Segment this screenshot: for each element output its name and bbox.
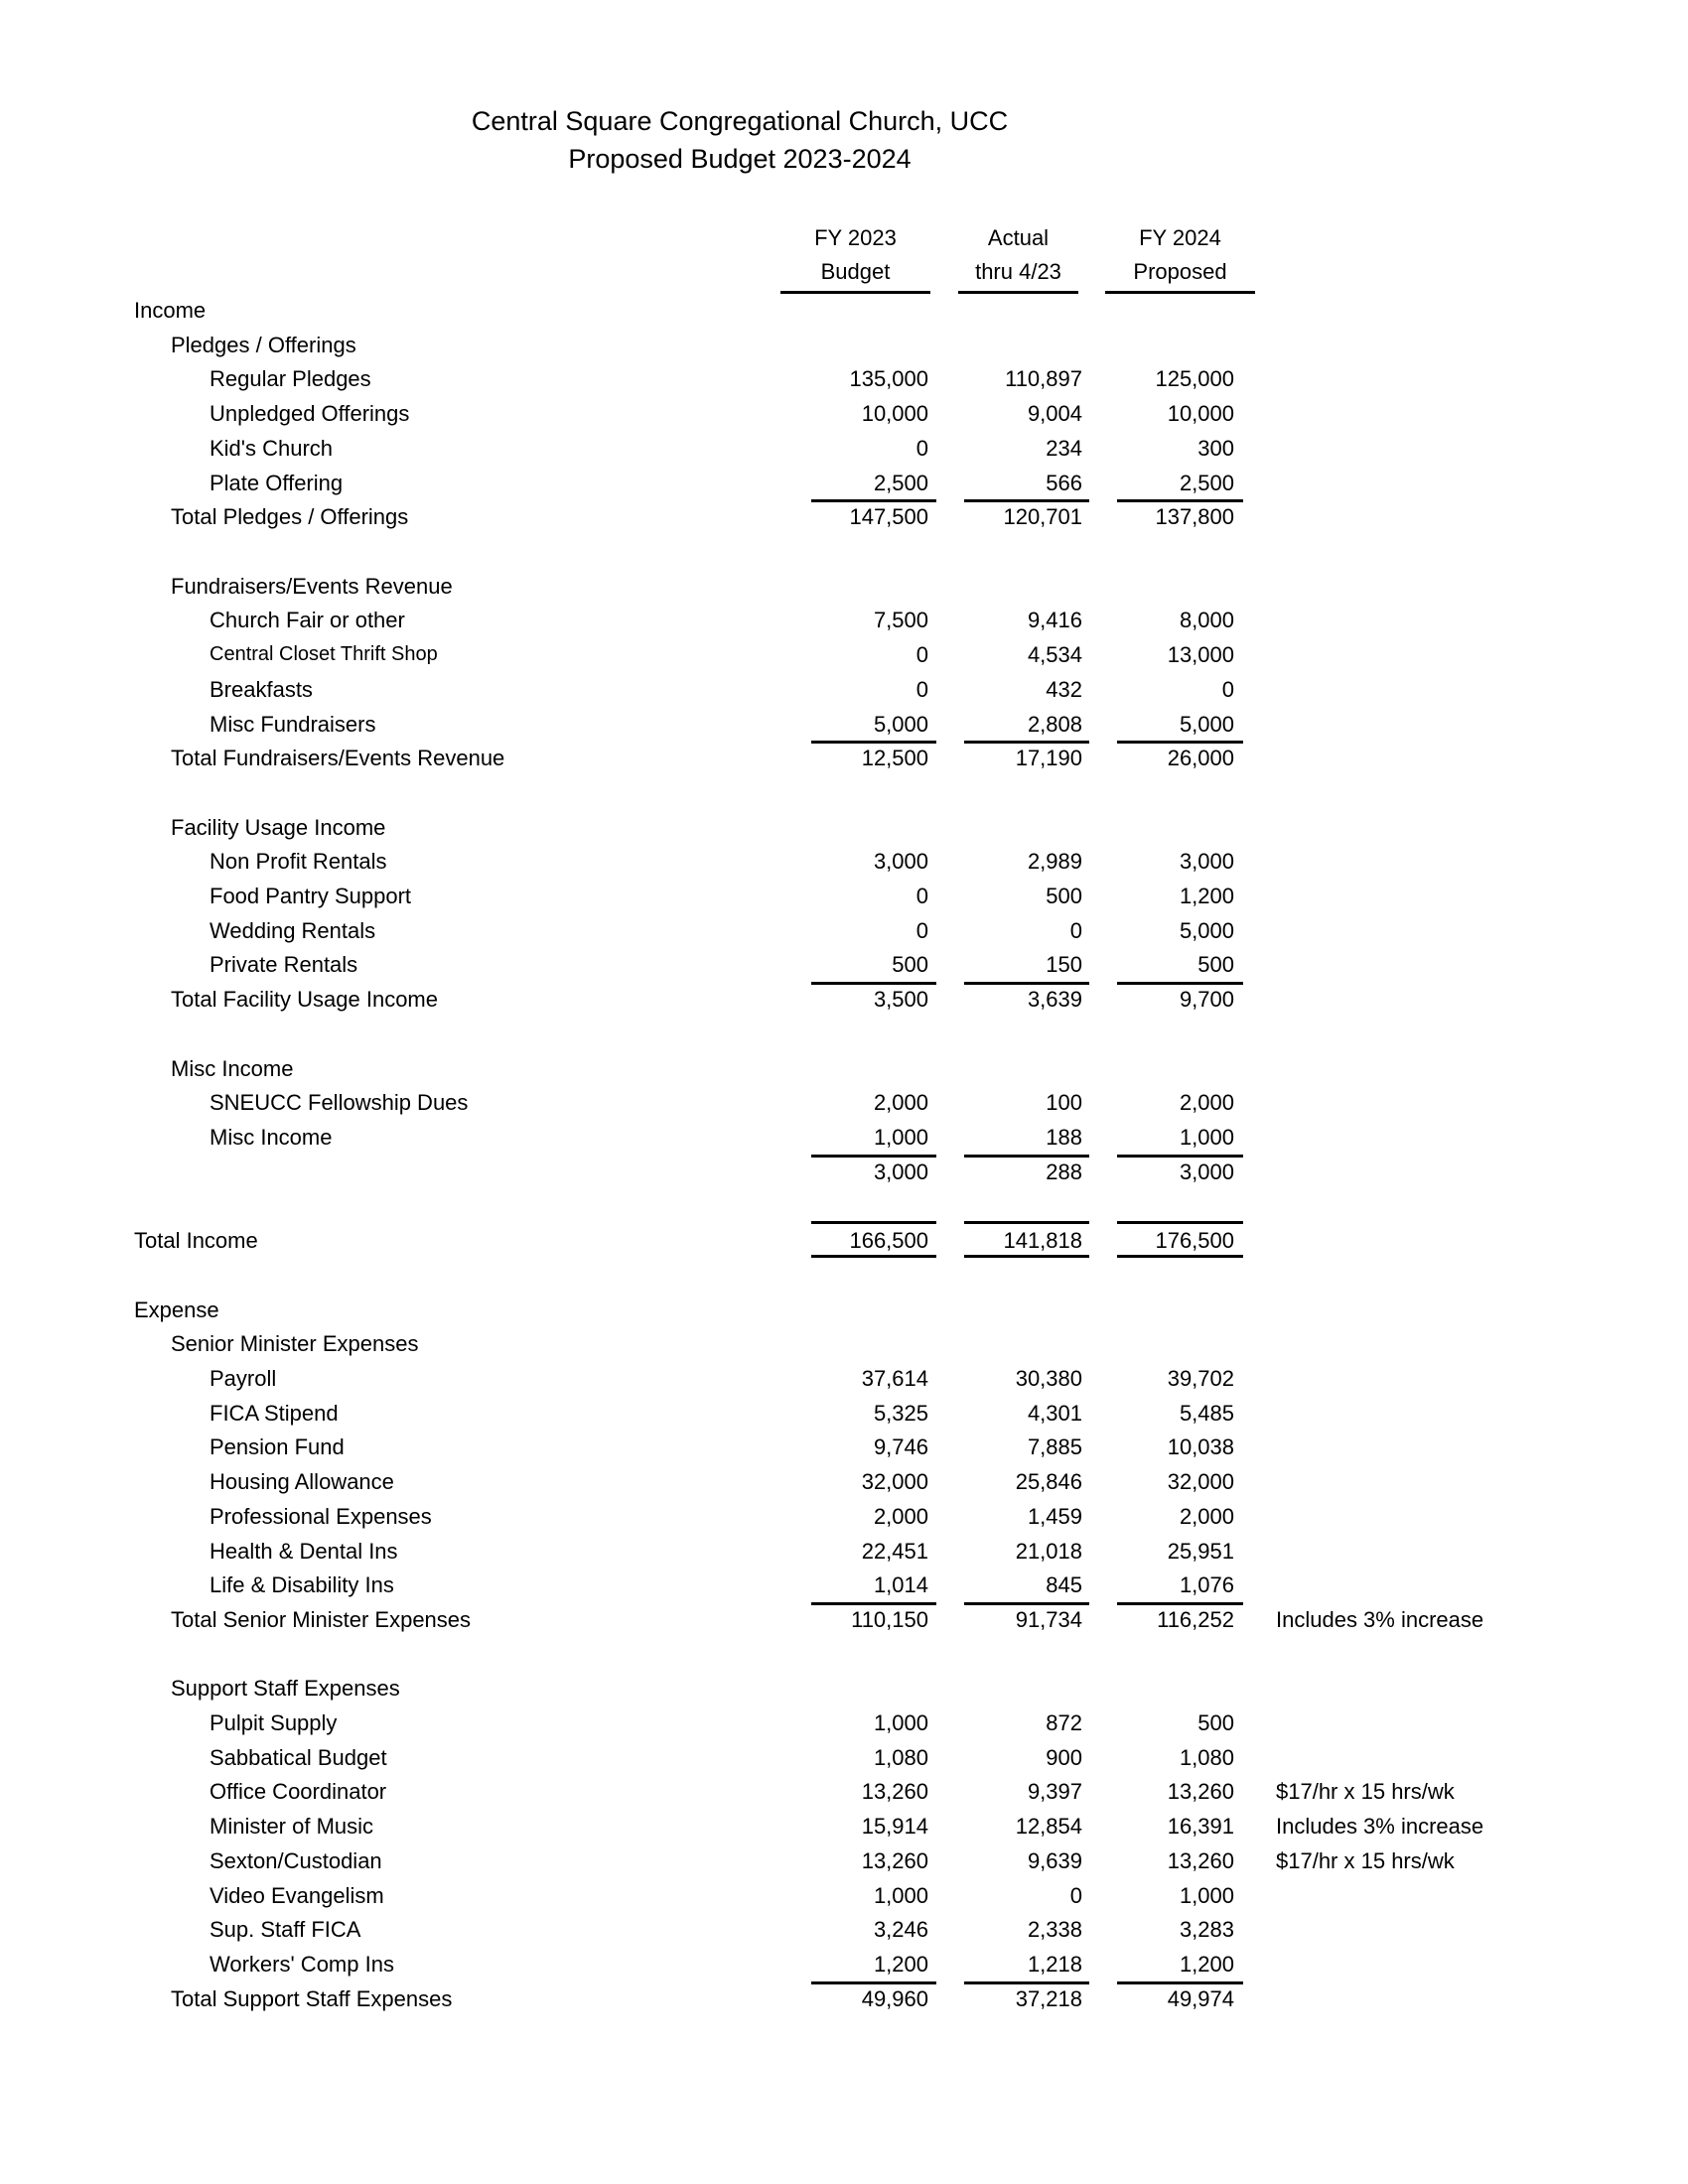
value-fy2024: 5,485 xyxy=(1179,1401,1234,1426)
row-label: Unpledged Offerings xyxy=(210,401,410,426)
value-fy2023: 2,000 xyxy=(873,1090,928,1115)
row-label: Total Income xyxy=(134,1228,258,1253)
value-fy2024: 9,700 xyxy=(1179,987,1234,1012)
table-row xyxy=(0,913,1688,948)
value-fy2023: 0 xyxy=(915,436,928,461)
row-label: Sabbatical Budget xyxy=(210,1745,387,1770)
row-note: $17/hr x 15 hrs/wk xyxy=(1276,1848,1455,1873)
value-fy2024: 39,702 xyxy=(1167,1366,1234,1391)
table-row xyxy=(0,361,1688,396)
row-label: Private Rentals xyxy=(210,952,358,977)
row-label: Total Facility Usage Income xyxy=(171,987,438,1012)
value-fy2023: 110,150 xyxy=(851,1607,928,1632)
value-fy2024: 26,000 xyxy=(1167,746,1234,770)
value-fy2023: 13,260 xyxy=(861,1848,928,1873)
table-row xyxy=(0,707,1688,742)
table-row xyxy=(0,1947,1688,1981)
value-fy2023: 22,451 xyxy=(861,1539,928,1564)
value-fy2023: 135,000 xyxy=(849,366,928,391)
value-fy2023: 13,260 xyxy=(861,1779,928,1804)
row-label: Support Staff Expenses xyxy=(171,1676,400,1701)
row-label: Payroll xyxy=(210,1366,277,1391)
value-fy2024: 500 xyxy=(1197,1710,1234,1735)
value-fy2024: 10,038 xyxy=(1167,1434,1234,1459)
row-label: Housing Allowance xyxy=(210,1469,394,1494)
row-label: SNEUCC Fellowship Dues xyxy=(210,1090,469,1115)
row-label: Misc Fundraisers xyxy=(210,712,376,737)
row-label: Misc Income xyxy=(171,1056,294,1081)
value-actual: 900 xyxy=(1046,1745,1082,1770)
value-fy2024: 3,000 xyxy=(1179,849,1234,874)
row-label: Misc Income xyxy=(210,1125,333,1150)
value-fy2024: 0 xyxy=(1221,677,1234,702)
value-actual: 91,734 xyxy=(1015,1607,1082,1632)
total-income-row xyxy=(0,1223,1688,1258)
category-header-pledges xyxy=(0,328,1688,362)
value-fy2023: 500 xyxy=(892,952,928,977)
column-header-line1: FY 2024 xyxy=(1139,225,1221,250)
value-fy2023: 2,500 xyxy=(873,471,928,495)
value-fy2023: 1,080 xyxy=(873,1745,928,1770)
row-label: Total Senior Minister Expenses xyxy=(171,1607,472,1632)
subtotal-row xyxy=(0,1155,1688,1189)
column-header-line2: Budget xyxy=(820,259,891,284)
value-actual: 1,218 xyxy=(1027,1952,1082,1977)
table-row xyxy=(0,637,1688,672)
value-actual: 9,639 xyxy=(1027,1848,1082,1873)
value-fy2023: 166,500 xyxy=(849,1228,928,1253)
row-label: Church Fair or other xyxy=(210,608,405,632)
table-row xyxy=(0,1706,1688,1740)
row-label: Health & Dental Ins xyxy=(210,1539,398,1564)
value-actual: 110,897 xyxy=(1005,366,1082,391)
value-actual: 2,808 xyxy=(1027,712,1082,737)
value-fy2023: 9,746 xyxy=(873,1434,928,1459)
value-fy2023: 3,246 xyxy=(873,1917,928,1942)
row-label: Income xyxy=(134,298,207,323)
row-label: Kid's Church xyxy=(210,436,334,461)
subtotal-row xyxy=(0,1602,1688,1637)
category-header-facility xyxy=(0,810,1688,845)
value-actual: 120,701 xyxy=(1003,504,1082,529)
value-fy2024: 1,200 xyxy=(1179,884,1234,908)
value-actual: 100 xyxy=(1046,1090,1082,1115)
row-label: FICA Stipend xyxy=(210,1401,339,1426)
value-actual: 234 xyxy=(1046,436,1082,461)
value-fy2024: 125,000 xyxy=(1155,366,1234,391)
total-rule-bottom xyxy=(1117,1255,1243,1258)
row-label: Life & Disability Ins xyxy=(210,1572,394,1597)
value-fy2024: 49,974 xyxy=(1167,1986,1234,2011)
value-fy2024: 13,260 xyxy=(1167,1779,1234,1804)
row-label: Breakfasts xyxy=(210,677,313,702)
subtotal-row xyxy=(0,741,1688,775)
row-note: Includes 3% increase xyxy=(1276,1607,1484,1632)
value-actual: 37,218 xyxy=(1015,1986,1082,2011)
value-actual: 872 xyxy=(1046,1710,1082,1735)
subtotal-row xyxy=(0,1981,1688,2016)
table-row xyxy=(0,1774,1688,1809)
table-row xyxy=(0,1120,1688,1155)
value-actual: 141,818 xyxy=(1003,1228,1082,1253)
table-row xyxy=(0,1568,1688,1602)
value-actual: 2,338 xyxy=(1027,1917,1082,1942)
value-actual: 21,018 xyxy=(1015,1539,1082,1564)
section-header-expense xyxy=(0,1293,1688,1327)
value-actual: 500 xyxy=(1046,884,1082,908)
row-label: Video Evangelism xyxy=(210,1883,384,1908)
value-fy2023: 0 xyxy=(915,918,928,943)
table-row xyxy=(0,1534,1688,1569)
value-fy2024: 137,800 xyxy=(1155,504,1234,529)
row-label: Senior Minister Expenses xyxy=(171,1331,419,1356)
subtotal-row xyxy=(0,982,1688,1017)
value-fy2023: 3,500 xyxy=(873,987,928,1012)
value-actual: 9,416 xyxy=(1027,608,1082,632)
value-actual: 7,885 xyxy=(1027,1434,1082,1459)
value-actual: 17,190 xyxy=(1015,746,1082,770)
value-actual: 188 xyxy=(1046,1125,1082,1150)
row-label: Workers' Comp Ins xyxy=(210,1952,394,1977)
value-fy2023: 1,014 xyxy=(873,1572,928,1597)
row-label: Total Fundraisers/Events Revenue xyxy=(171,746,505,770)
row-label: Pulpit Supply xyxy=(210,1710,338,1735)
value-actual: 3,639 xyxy=(1027,987,1082,1012)
value-actual: 30,380 xyxy=(1015,1366,1082,1391)
value-fy2023: 10,000 xyxy=(861,401,928,426)
value-fy2024: 1,076 xyxy=(1179,1572,1234,1597)
value-fy2024: 2,000 xyxy=(1179,1504,1234,1529)
category-header-support-staff xyxy=(0,1671,1688,1706)
value-fy2023: 0 xyxy=(915,884,928,908)
value-actual: 566 xyxy=(1046,471,1082,495)
table-row xyxy=(0,1085,1688,1120)
row-label: Facility Usage Income xyxy=(171,815,386,840)
value-fy2023: 5,000 xyxy=(873,712,928,737)
value-fy2024: 13,260 xyxy=(1167,1848,1234,1873)
row-label: Total Support Staff Expenses xyxy=(171,1986,453,2011)
row-label: Wedding Rentals xyxy=(210,918,376,943)
table-row xyxy=(0,1878,1688,1913)
category-header-senior-minister xyxy=(0,1326,1688,1361)
value-fy2023: 5,325 xyxy=(873,1401,928,1426)
value-fy2024: 1,000 xyxy=(1179,1883,1234,1908)
row-label: Food Pantry Support xyxy=(210,884,412,908)
table-row xyxy=(0,1912,1688,1947)
table-row xyxy=(0,1740,1688,1775)
value-fy2024: 8,000 xyxy=(1179,608,1234,632)
value-fy2023: 7,500 xyxy=(873,608,928,632)
row-label: Fundraisers/Events Revenue xyxy=(171,574,453,599)
value-fy2024: 300 xyxy=(1197,436,1234,461)
value-fy2024: 500 xyxy=(1197,952,1234,977)
column-header-line2: thru 4/23 xyxy=(975,259,1061,284)
table-row xyxy=(0,431,1688,466)
table-row xyxy=(0,1499,1688,1534)
value-fy2023: 37,614 xyxy=(861,1366,928,1391)
value-fy2023: 1,200 xyxy=(873,1952,928,1977)
value-fy2024: 3,283 xyxy=(1179,1917,1234,1942)
row-label: Office Coordinator xyxy=(210,1779,387,1804)
row-note: Includes 3% increase xyxy=(1276,1814,1484,1839)
value-actual: 9,004 xyxy=(1027,401,1082,426)
total-rule-bottom xyxy=(964,1255,1089,1258)
table-row xyxy=(0,844,1688,879)
value-fy2024: 16,391 xyxy=(1167,1814,1234,1839)
value-fy2024: 2,500 xyxy=(1179,471,1234,495)
value-actual: 25,846 xyxy=(1015,1469,1082,1494)
value-fy2023: 32,000 xyxy=(861,1469,928,1494)
value-fy2023: 1,000 xyxy=(873,1125,928,1150)
table-row xyxy=(0,1843,1688,1878)
document-title: Central Square Congregational Church, UCC xyxy=(471,106,1009,136)
value-fy2023: 3,000 xyxy=(873,1160,928,1184)
value-fy2024: 176,500 xyxy=(1155,1228,1234,1253)
row-label: Pension Fund xyxy=(210,1434,345,1459)
column-header-line1: Actual xyxy=(987,225,1050,250)
row-label: Central Closet Thrift Shop xyxy=(210,643,438,665)
section-header-income xyxy=(0,293,1688,328)
value-fy2023: 1,000 xyxy=(873,1710,928,1735)
value-fy2024: 5,000 xyxy=(1179,918,1234,943)
row-label: Minister of Music xyxy=(210,1814,374,1839)
value-fy2024: 116,252 xyxy=(1157,1607,1234,1632)
table-row xyxy=(0,1430,1688,1464)
column-header-line2: Proposed xyxy=(1133,259,1227,284)
row-label: Expense xyxy=(134,1297,219,1322)
value-actual: 12,854 xyxy=(1015,1814,1082,1839)
value-fy2024: 3,000 xyxy=(1179,1160,1234,1184)
table-row xyxy=(0,672,1688,707)
row-label: Non Profit Rentals xyxy=(210,849,387,874)
value-fy2024: 1,080 xyxy=(1179,1745,1234,1770)
value-actual: 288 xyxy=(1046,1160,1082,1184)
value-fy2023: 3,000 xyxy=(873,849,928,874)
table-row xyxy=(0,1396,1688,1431)
value-fy2023: 1,000 xyxy=(873,1883,928,1908)
value-actual: 9,397 xyxy=(1027,1779,1082,1804)
row-label: Pledges / Offerings xyxy=(171,333,356,357)
value-fy2023: 49,960 xyxy=(861,1986,928,2011)
value-fy2023: 12,500 xyxy=(861,746,928,770)
value-actual: 0 xyxy=(1069,918,1082,943)
table-row xyxy=(0,603,1688,637)
row-label: Plate Offering xyxy=(210,471,344,495)
category-header-misc-income xyxy=(0,1051,1688,1086)
value-fy2023: 15,914 xyxy=(861,1814,928,1839)
document-subtitle: Proposed Budget 2023-2024 xyxy=(568,144,912,174)
category-header-fundraisers xyxy=(0,569,1688,604)
row-label: Sexton/Custodian xyxy=(210,1848,382,1873)
value-actual: 1,459 xyxy=(1027,1504,1082,1529)
row-label: Professional Expenses xyxy=(210,1504,432,1529)
subtotal-row xyxy=(0,499,1688,534)
total-rule-bottom xyxy=(811,1255,936,1258)
value-fy2024: 2,000 xyxy=(1179,1090,1234,1115)
value-fy2023: 0 xyxy=(915,642,928,667)
value-fy2024: 13,000 xyxy=(1167,642,1234,667)
value-actual: 845 xyxy=(1046,1572,1082,1597)
table-row xyxy=(0,947,1688,982)
value-fy2023: 0 xyxy=(915,677,928,702)
table-row xyxy=(0,1809,1688,1843)
value-actual: 150 xyxy=(1046,952,1082,977)
row-label: Regular Pledges xyxy=(210,366,371,391)
row-label: Sup. Staff FICA xyxy=(210,1917,361,1942)
table-row xyxy=(0,879,1688,913)
value-fy2024: 25,951 xyxy=(1167,1539,1234,1564)
value-actual: 0 xyxy=(1069,1883,1082,1908)
value-actual: 2,989 xyxy=(1027,849,1082,874)
value-fy2023: 147,500 xyxy=(849,504,928,529)
value-fy2024: 5,000 xyxy=(1179,712,1234,737)
table-row xyxy=(0,396,1688,431)
value-fy2024: 32,000 xyxy=(1167,1469,1234,1494)
value-fy2024: 10,000 xyxy=(1167,401,1234,426)
value-actual: 4,534 xyxy=(1027,642,1082,667)
value-fy2023: 2,000 xyxy=(873,1504,928,1529)
column-header-line1: FY 2023 xyxy=(814,225,897,250)
row-note: $17/hr x 15 hrs/wk xyxy=(1276,1779,1455,1804)
table-row xyxy=(0,1464,1688,1499)
value-actual: 4,301 xyxy=(1027,1401,1082,1426)
value-fy2024: 1,200 xyxy=(1179,1952,1234,1977)
row-label: Total Pledges / Offerings xyxy=(171,504,409,529)
value-fy2024: 1,000 xyxy=(1179,1125,1234,1150)
table-row xyxy=(0,466,1688,500)
value-actual: 432 xyxy=(1046,677,1082,702)
table-row xyxy=(0,1361,1688,1396)
